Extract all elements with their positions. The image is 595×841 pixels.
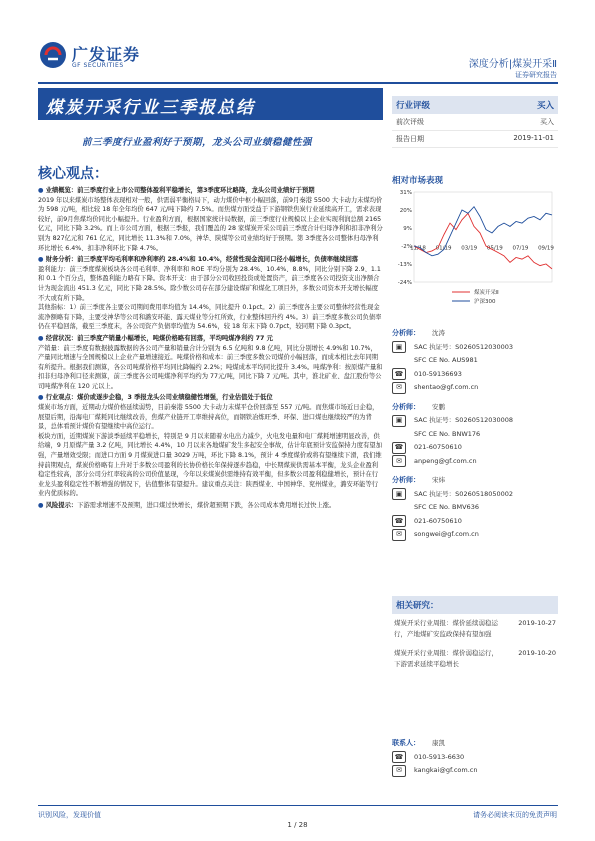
analyst-label: 分析师： [392,476,420,484]
analyst-name-row [392,327,558,341]
analyst-phone-row [392,515,558,529]
analyst-sac: SAC 执证号：S0260518050002 [414,489,514,498]
bullet-icon: ● [38,334,46,342]
analyst-sfc: SFC CE No. BNW176 [414,429,481,438]
bullet-paragraph [38,255,383,265]
report-type: 深度分析|煤炭开采Ⅱ [468,59,557,70]
body-paragraph: 其他指标：1）前三季度各主要公司期间费用率均值为 14.4%，同比提升 0.1pct。2）前三季度各主要公司整体经营性现金流净额略有下降，主要受神华等公司和潞安环能、露天煤业等分红所致，行业整体回升约 4%。3）前三季度多数公司负债率仍在平稳回落，截至三季度末，各公司资产负债率均值为 54.6%，较 18 年末下降 0.7pct，较同期下降 0.3pct。 [38,304,382,331]
analyst-sac: SAC 执证号：S0260512030003 [414,342,514,351]
chart-title-text: 相对市场表现 [392,176,444,186]
analyst-name: 沈涛 [432,329,445,337]
y-tick-label: 31% [399,190,412,196]
analyst-sfc-row [392,354,558,368]
bullet-heading: 业绩概览：前三季度行业上市公司整体盈利平稳增长，第3季度环比略降，龙头公司业绩好于预期 [45,187,315,194]
phone-icon: ☎ [392,442,406,454]
analyst-email-row [392,381,558,395]
email-icon: ✉ [392,765,406,777]
chart-svg [392,184,558,314]
research-date: 2019-10-20 [518,649,556,657]
rating-header [392,96,558,114]
email-icon: ✉ [392,529,406,541]
report-subtype: 证券研究报告 [515,71,557,79]
analyst-email[interactable]: songwei@gf.com.cn [414,530,479,538]
logo-text-cn: 广发证券 [72,45,141,64]
company-logo [38,40,156,74]
rating-row-value: 买入 [540,118,554,126]
legend-label: 沪深300 [474,299,496,305]
bullet-heading: 财务分析：前三季度平均毛利率和净利率约 28.4%和 10.4%，经营性现金流同口径小幅增长，负债率继续回落 [45,256,359,264]
body-paragraph: 煤炭市场方面，近期动力煤价格延续弱势，目前秦港 5500 大卡动力末煤平仓价回落至 557 元/吨。而焦煤市场近日企稳，展望后期，沿海电厂煤耗同比继续改善，焦煤产业链开工率维持高位，而钢铁冶炼旺季、环保、进口煤也继续较严的为背景，总体看预计煤价有望继续中高位运行。 [38,404,379,431]
rating-header-value: 买入 [536,101,554,111]
analyst-label: 分析师： [392,402,420,411]
rating-row-value: 2019-11-01 [513,134,554,142]
analyst-phone: 021-60750610 [414,516,462,525]
analyst-phone: 010-59136693 [414,369,462,378]
x-tick-label: 07/19 [512,245,529,252]
related-research-panel [392,596,558,674]
contact-phone-row [392,751,558,765]
body-paragraph: 盈利能力：前三季度煤炭板块各公司毛利率、净利率和 ROE 平均分别为 28.4%、10.4%、8.8%，同比分别下降 2.9、1.1 和 0.1 个百分点，整体盈利能力略有下降。资本开支：由于部分公司收回投资或处置资产，前三季度各公司投资支出净额合计为现金流出 451.3 亿元，同比下降 28.5%。除少数公司存在部分建设煤矿和煤化工项目外，多数公司资本开支增长幅度不大或有所下降。 [38,265,381,302]
analyst-phone-row [392,368,558,382]
analyst-sac-row [392,341,558,355]
gf-logo-icon [38,40,68,70]
footer-divider [38,805,558,806]
header-divider [38,82,558,84]
page-title: 煤炭开采行业三季报总结 [46,98,255,118]
body-paragraph: 2019 年以来煤炭市场整体表现相对一般，供需弱平衡格局下，动力煤价中枢小幅回落，前9月秦港 5500 大卡动力末煤均价为 598 元/吨，相比较 18 年全年均价 647 元/吨下降约 7.5%。而焦煤方面受益于下游钢铁焦炭行业延续高开工，需求表现较好，前9月焦煤均价同比小幅提升。行业盈利方面，根据国家统计局数据，前三季度行业规模以上企业实现利润总额 2165 亿元，同比下降 3.2%。而上市公司方面，根据三季报，我们覆盖的 28 家煤炭开采公司前三季度合计归母净利和扣非净利分别为 827亿元和 761 亿元，同比增长 11.3%和 7.0%，神华、陕煤等公司业绩均好于预期。第 3季度各公司整体归母净利环比增长 6.4%、扣非净利环比下降 4.7%。 [38,196,383,252]
id-card-icon: ▣ [392,488,406,500]
bullet-icon: ● [38,256,46,264]
body-paragraph: 产销量：前三季度有数据披露数据的各公司产量和销量合计分别为 6.5 亿吨和 9.8 亿吨，同比分别增长 4.9%和 10.7%，产量同比增速与全国规模以上企业产量增速接近。吨煤价格和成本：前三季度多数公司煤价小幅回落，而成本相比去年同期有所提升。根据我们测算，各公司吨煤价格平均同比降幅约 2.2%；吨煤成本平均同比提升 3.4%。吨煤净利：按原煤产量和扣非归母净利口径来测算，前三季度各公司吨煤净利平均约为 77元/吨，同比下降 7 元/吨。其中，淮北矿业、盘江股份等公司吨煤净利在 120 元以上。 [38,344,383,390]
page-number: 1 / 28 [287,821,308,829]
series-line [414,213,552,269]
phone-icon: ☎ [392,515,406,527]
email-icon: ✉ [392,382,406,394]
bullet-paragraph [38,186,383,196]
y-tick-label: 20% [399,208,412,214]
y-tick-label: -24% [397,280,412,286]
contact-panel [392,737,558,778]
bullet-paragraph [38,501,383,511]
bullet-heading: 风险提示： [45,502,78,509]
analyst-email-row [392,528,558,542]
footer-disclaimer-link[interactable]: 请务必阅读末页的免责声明 [473,811,557,819]
contact-phone: 010-5913-6630 [414,752,465,761]
rating-row [392,114,558,131]
rating-panel [392,96,558,148]
analyst-sac-row [392,488,558,502]
contact-email[interactable]: kangkai@gf.com.cn [414,766,478,774]
x-tick-label: 09/19 [538,245,554,252]
analyst-phone-row [392,441,558,455]
contact-label: 联系人： [392,739,420,747]
relative-performance-chart [392,184,558,314]
footer-slogan: 识别风险，发现价值 [38,811,101,819]
rating-header-label: 行业评级 [396,101,431,111]
bullet-paragraph [38,393,383,403]
analyst-sac: SAC 执证号：S0260512030008 [414,416,514,424]
contact-name-row [392,737,558,751]
research-item[interactable] [392,644,558,674]
analyst-name: 安鹏 [432,402,445,411]
rating-row-label: 前次评级 [396,118,424,126]
analyst-sfc-row [392,428,558,442]
y-tick-label: -13% [397,262,412,268]
id-card-icon: ▣ [392,341,406,353]
analyst-email[interactable]: shentao@gf.com.cn [414,383,479,391]
phone-icon: ☎ [392,368,406,380]
core-view-heading: 核心观点： [38,166,108,182]
research-title: 煤炭开采行业周报：煤价弱稳运行，下游需求延续平稳增长 [394,649,498,668]
analyst-card [392,474,558,542]
id-card-icon: ▣ [392,415,406,427]
bullet-heading: 经营状况：前三季度产销量小幅增长，吨煤价格略有回落，平均吨煤净利约 77 元 [45,334,273,342]
y-tick-label: 9% [403,226,412,232]
contact-email-row [392,764,558,778]
analyst-name: 宋炜 [432,476,445,484]
legend-label: 煤炭开采Ⅱ [474,290,499,296]
bullet-heading: 行业观点：煤价或逐步企稳，3 季报龙头公司业绩稳健性增强，行业估值处于低位 [45,394,273,402]
bullet-icon: ● [38,394,46,402]
x-tick-label: 03/19 [461,245,478,252]
analyst-email[interactable]: anpeng@gf.com.cn [414,456,477,465]
research-title: 煤炭开采行业周报：煤价延续弱稳运行，产地煤矿安监政保持有望加强 [394,619,498,638]
y-tick-label: -2% [401,244,412,250]
bullet-icon: ● [38,502,46,509]
analyst-phone: 021-60750610 [414,443,462,451]
analyst-name-row [392,401,558,415]
x-tick-label: 05/19 [486,245,503,252]
analysts-panel [392,327,558,548]
rating-row-label: 报告日期 [396,135,424,143]
contact-name: 康凯 [432,739,445,747]
phone-icon: ☎ [392,751,406,763]
bullet-icon: ● [38,187,46,194]
plot-frame [414,192,552,282]
analyst-sac-row [392,414,558,428]
rating-row [392,131,558,148]
analyst-label: 分析师： [392,329,420,337]
x-tick-label: 01/19 [435,245,452,252]
bullet-paragraph [38,334,383,344]
analyst-card [392,327,558,395]
analyst-name-row [392,474,558,488]
page-subtitle: 前三季度行业盈利好于预期，龙头公司业绩稳健性强 [82,137,313,148]
research-date: 2019-10-27 [518,619,556,627]
research-heading: 相关研究： [392,596,558,614]
research-item[interactable] [392,614,558,644]
body-content [38,184,383,511]
logo-text-en: GF SECURITIES [72,62,124,69]
email-icon: ✉ [392,455,406,467]
analyst-sfc: SFC CE No. BMV636 [414,503,479,511]
body-paragraph: 板块方面，近期煤炭下游淡季延续平稳增长，特别是 9 月以来随着水电出力减少，火电发电量和电厂煤耗增速明显改善，供给端，9 月原煤产量 3.2 亿吨，同比增长 4.4%，10 月以来各地煤矿发生多起安全事故，估计年底预计安监保持力度有望加强，产量增效受限；而进口方面 9 月煤炭进口量 3029 万吨，环比下降 8.1%，预计 4 季度煤价或将有望继续下滑，我们维持前期观点，煤炭价格略有上升对于多数公司盈利的长协价格长年保持逐步趋稳，中长期煤炭供需基本平衡，龙头企业盈利稳定性较高，部分公司分红率较高的公司价值显现，今年以来煤炭供需维持有效平衡，但多数公司盈利稳健增长，预计在行业龙头盈利稳定性不断增强的情况下，估值整体有望提升。建议重点关注：陕西煤业、中国神华、兖州煤业，潞安环能等行业内优质标的。 [38,432,382,498]
analyst-sfc: SFC CE No. AUS981 [414,356,478,364]
analyst-sfc-row [392,501,558,515]
bullet-text: 下游需求增速不及预期，进口煤过快增长，煤价超预期下跌，各公司成本费用增长过快上涨。 [77,502,336,509]
analyst-email-row [392,455,558,469]
x-tick-label: 11/18 [410,245,426,252]
analyst-card [392,401,558,469]
